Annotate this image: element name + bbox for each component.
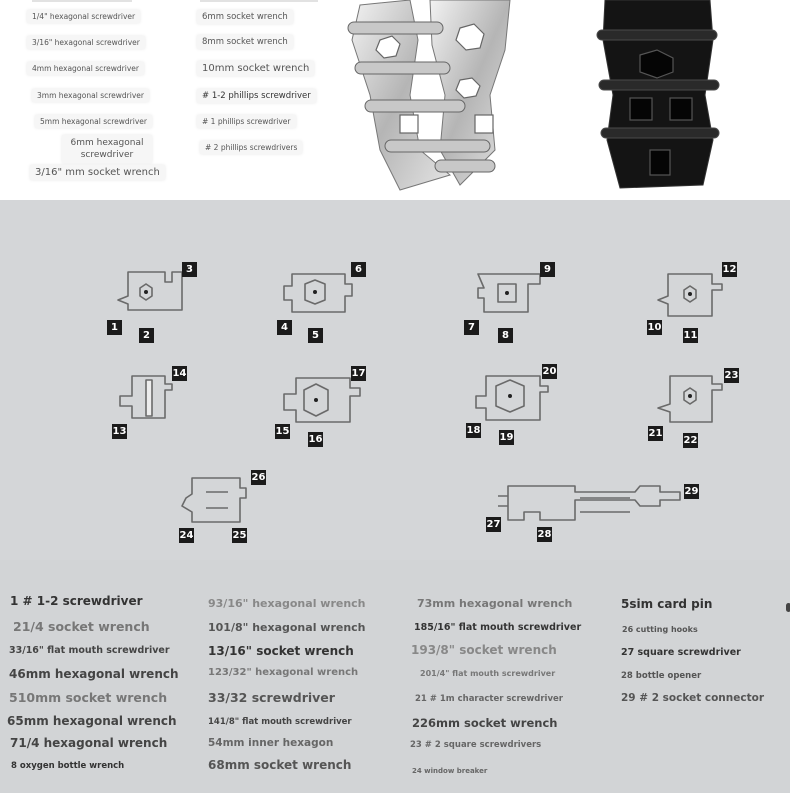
diagram-badge: 5 bbox=[308, 328, 323, 343]
diagram-badge: 16 bbox=[308, 434, 323, 445]
legend-item: 8 oxygen bottle wrench bbox=[11, 761, 125, 771]
diagram-badge: 7 bbox=[464, 320, 479, 335]
legend-item: 21/4 socket wrench bbox=[13, 619, 150, 634]
legend-item: 226mm socket wrench bbox=[412, 716, 558, 730]
tool-link-outline bbox=[658, 274, 722, 316]
legend-item: 123/32" hexagonal wrench bbox=[208, 667, 359, 678]
legend-item: 33/32 screwdriver bbox=[208, 690, 335, 705]
legend-item: 24 window breaker bbox=[412, 767, 488, 775]
legend-item: 26 cutting hooks bbox=[622, 625, 698, 634]
diagram-badge: 11 bbox=[683, 330, 698, 341]
legend-item: 71/4 hexagonal wrench bbox=[10, 736, 168, 750]
top-label-left: 3/16" mm socket wrench bbox=[30, 165, 165, 180]
tool-link-outline bbox=[118, 272, 182, 310]
tool-outline-drawings bbox=[0, 200, 790, 560]
diagram-badge: 23 bbox=[724, 370, 739, 381]
diagram-badge: 14 bbox=[172, 368, 187, 379]
legend-item: 1 # 1-2 screwdriver bbox=[10, 594, 143, 608]
cropped-heading-right bbox=[200, 0, 318, 2]
diagram-badge: 21 bbox=[648, 428, 663, 439]
top-label-right: 6mm socket wrench bbox=[197, 10, 293, 24]
legend-item: 65mm hexagonal wrench bbox=[7, 714, 177, 728]
top-label-right: # 2 phillips screwdrivers bbox=[200, 141, 302, 154]
legend-item: 54mm inner hexagon bbox=[208, 737, 334, 749]
legend-item: 28 bottle opener bbox=[621, 671, 702, 681]
legend-item: 46mm hexagonal wrench bbox=[9, 667, 179, 681]
legend-item: 101/8" hexagonal wrench bbox=[208, 621, 366, 634]
diagram-badge: 19 bbox=[499, 432, 514, 443]
edge-mark bbox=[786, 603, 790, 612]
top-label-right: # 1-2 phillips screwdriver bbox=[197, 89, 316, 103]
top-label-left: 1/4" hexagonal screwdriver bbox=[27, 10, 140, 23]
tool-connector-outline bbox=[498, 486, 680, 520]
legend-item: 13/16" socket wrench bbox=[208, 644, 354, 658]
top-label-left: 3/16" hexagonal screwdriver bbox=[27, 36, 145, 49]
diagram-badge: 22 bbox=[683, 435, 698, 446]
diagram-badge: 27 bbox=[486, 519, 501, 530]
diagram-badge: 24 bbox=[179, 530, 194, 541]
diagram-badge: 28 bbox=[537, 529, 552, 540]
diagram-badge: 1 bbox=[107, 320, 122, 335]
diagram-badge: 17 bbox=[351, 368, 366, 379]
tool-link-outline bbox=[658, 376, 722, 422]
tool-link-outline bbox=[478, 274, 540, 312]
top-label-left: 6mm hexagonal screwdriver bbox=[62, 135, 152, 163]
diagram-badge: 25 bbox=[232, 530, 247, 541]
legend-item: 5sim card pin bbox=[621, 597, 713, 611]
diagram-badge: 2 bbox=[139, 328, 154, 343]
top-label-right: 10mm socket wrench bbox=[197, 61, 314, 76]
legend-item: 73mm hexagonal wrench bbox=[417, 597, 573, 610]
diagram-badge: 13 bbox=[112, 426, 127, 437]
product-photo-band bbox=[0, 0, 790, 200]
diagram-badge: 29 bbox=[684, 486, 699, 497]
top-label-right: 8mm socket wrench bbox=[197, 35, 293, 49]
diagram-badge: 8 bbox=[498, 328, 513, 343]
diagram-badge: 18 bbox=[466, 425, 481, 436]
legend-item: 33/16" flat mouth screwdriver bbox=[9, 645, 170, 656]
legend-item: 193/8" socket wrench bbox=[411, 643, 557, 657]
silver-bracelet-image bbox=[340, 0, 540, 200]
top-label-left: 5mm hexagonal screwdriver bbox=[35, 115, 152, 128]
diagram-badge: 20 bbox=[542, 366, 557, 377]
legend-item: 510mm socket wrench bbox=[9, 690, 168, 705]
legend-item: 201/4" flat mouth screwdriver bbox=[420, 669, 556, 678]
top-label-right: # 1 phillips screwdriver bbox=[197, 115, 296, 128]
legend-item: 29 # 2 socket connector bbox=[621, 692, 765, 704]
tool-link-outline bbox=[284, 378, 360, 422]
diagram-badge: 15 bbox=[275, 426, 290, 437]
tool-link-outline bbox=[476, 376, 548, 420]
legend-item: 185/16" flat mouth screwdriver bbox=[414, 622, 582, 633]
tool-link-outline bbox=[182, 478, 246, 522]
legend-item: 21 # 1m character screwdriver bbox=[415, 694, 563, 704]
diagram-badge: 6 bbox=[351, 262, 366, 277]
legend-item: 68mm socket wrench bbox=[208, 758, 352, 772]
diagram-badge: 4 bbox=[277, 320, 292, 335]
diagram-badge: 26 bbox=[251, 472, 266, 483]
diagram-badge: 12 bbox=[722, 264, 737, 275]
diagram-badge: 10 bbox=[647, 322, 662, 333]
cropped-heading-left bbox=[32, 0, 132, 2]
tool-link-outline bbox=[284, 274, 352, 312]
legend-item: 27 square screwdriver bbox=[621, 647, 741, 658]
tool-link-outline bbox=[120, 376, 172, 418]
legend-item: 141/8" flat mouth screwdriver bbox=[208, 717, 352, 727]
legend-item: 93/16" hexagonal wrench bbox=[208, 597, 366, 610]
tool-diagram-section bbox=[0, 200, 790, 560]
legend-item: 23 # 2 square screwdrivers bbox=[410, 740, 542, 750]
top-label-left: 4mm hexagonal screwdriver bbox=[27, 62, 144, 75]
diagram-badge: 3 bbox=[182, 262, 197, 277]
black-bracelet-image bbox=[595, 0, 725, 200]
top-label-left: 3mm hexagonal screwdriver bbox=[32, 89, 149, 102]
diagram-badge: 9 bbox=[540, 262, 555, 277]
